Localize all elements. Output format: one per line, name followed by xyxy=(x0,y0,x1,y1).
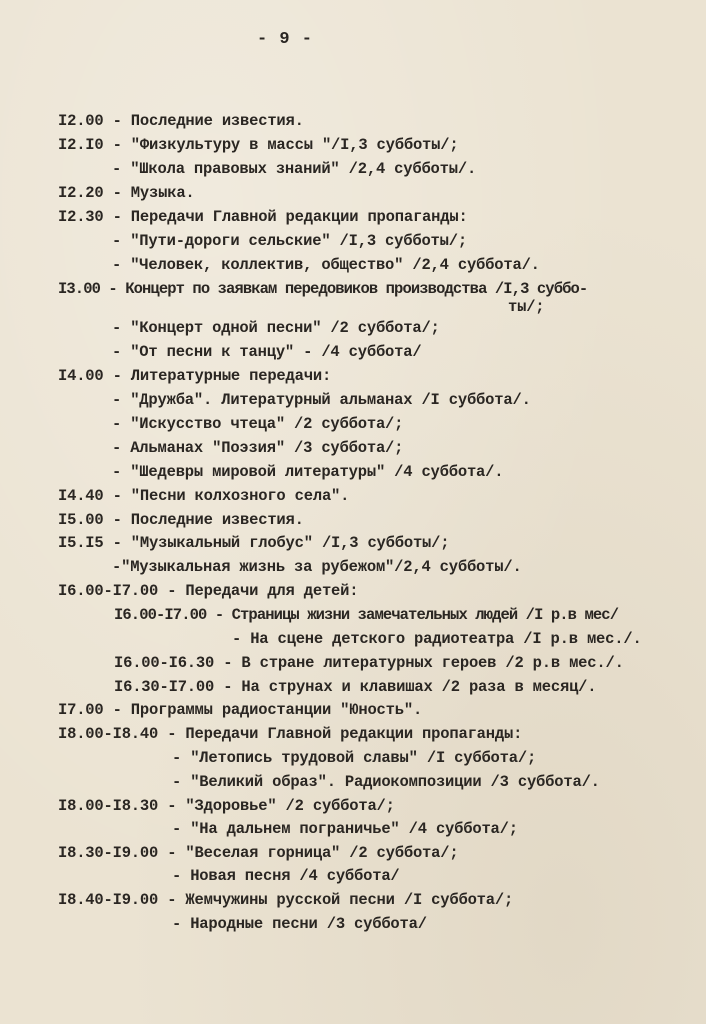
schedule-line: I4.40 - "Песни колхозного села". xyxy=(58,487,350,505)
schedule-line: - "На дальнем пограничье" /4 суббота/; xyxy=(172,820,518,838)
schedule-line: I8.00-I8.30 - "Здоровье" /2 суббота/; xyxy=(58,797,395,815)
schedule-line: I6.30-I7.00 - На струнах и клавишах /2 раза в месяц/. xyxy=(114,678,597,696)
schedule-line: -"Музыкальная жизнь за рубежом"/2,4 субботы/. xyxy=(112,558,522,576)
schedule-line: - "Летопись трудовой славы" /I суббота/; xyxy=(172,749,537,767)
schedule-line: I7.00 - Программы радиостанции "Юность". xyxy=(58,701,423,719)
schedule-line: - "Искусство чтеца" /2 суббота/; xyxy=(112,415,404,433)
schedule-line: - "Великий образ". Радиокомпозиции /3 суббота/. xyxy=(172,773,600,791)
schedule-line: - На сцене детского радиотеатра /I р.в мес./. xyxy=(232,630,642,648)
schedule-line: I2.I0 - "Физкультуру в массы "/I,3 субботы/; xyxy=(58,136,459,154)
schedule-line: I6.00-I7.00 - Страницы жизни замечательных людей /I р.в мес/ xyxy=(114,606,619,624)
schedule-line: - "Пути-дороги сельские" /I,3 субботы/; xyxy=(112,232,467,250)
schedule-line: - Альманах "Поэзия" /3 суббота/; xyxy=(112,439,404,457)
schedule-line: - "От песни к танцу" - /4 суббота/ xyxy=(112,343,422,361)
schedule-line: I3.00 - Концерт по заявкам передовиков производства /I,3 суббо- xyxy=(58,280,588,298)
schedule-line-continuation: ты/; xyxy=(508,298,545,316)
schedule-line: - Народные песни /3 суббота/ xyxy=(172,915,427,933)
schedule-line: I6.00-I7.00 - Передачи для детей: xyxy=(58,582,359,600)
schedule-line: I8.30-I9.00 - "Веселая горница" /2 суббота/; xyxy=(58,844,459,862)
schedule-line: I5.00 - Последние известия. xyxy=(58,511,304,529)
schedule-line: - "Школа правовых знаний" /2,4 субботы/. xyxy=(112,160,477,178)
page-number: - 9 - xyxy=(256,30,313,49)
schedule-line: - "Шедевры мировой литературы" /4 суббота/. xyxy=(112,463,504,481)
schedule-line: - "Дружба". Литературный альманах /I суббота/. xyxy=(112,391,531,409)
schedule-line: - Новая песня /4 суббота/ xyxy=(172,867,400,885)
schedule-line: I2.20 - Музыка. xyxy=(58,184,195,202)
schedule-line: I6.00-I6.30 - В стране литературных героев /2 р.в мес./. xyxy=(114,654,624,672)
schedule-line: I2.00 - Последние известия. xyxy=(58,112,304,130)
schedule-line: - "Концерт одной песни" /2 суббота/; xyxy=(112,319,440,337)
schedule-line: I5.I5 - "Музыкальный глобус" /I,3 субботы/; xyxy=(58,534,450,552)
schedule-line: I4.00 - Литературные передачи: xyxy=(58,367,332,385)
schedule-line: - "Человек, коллектив, общество" /2,4 суббота/. xyxy=(112,256,540,274)
schedule-line: I8.00-I8.40 - Передачи Главной редакции пропаганды: xyxy=(58,725,523,743)
schedule-line: I8.40-I9.00 - Жемчужины русской песни /I суббота/; xyxy=(58,891,514,909)
schedule-line: I2.30 - Передачи Главной редакции пропаганды: xyxy=(58,208,468,226)
